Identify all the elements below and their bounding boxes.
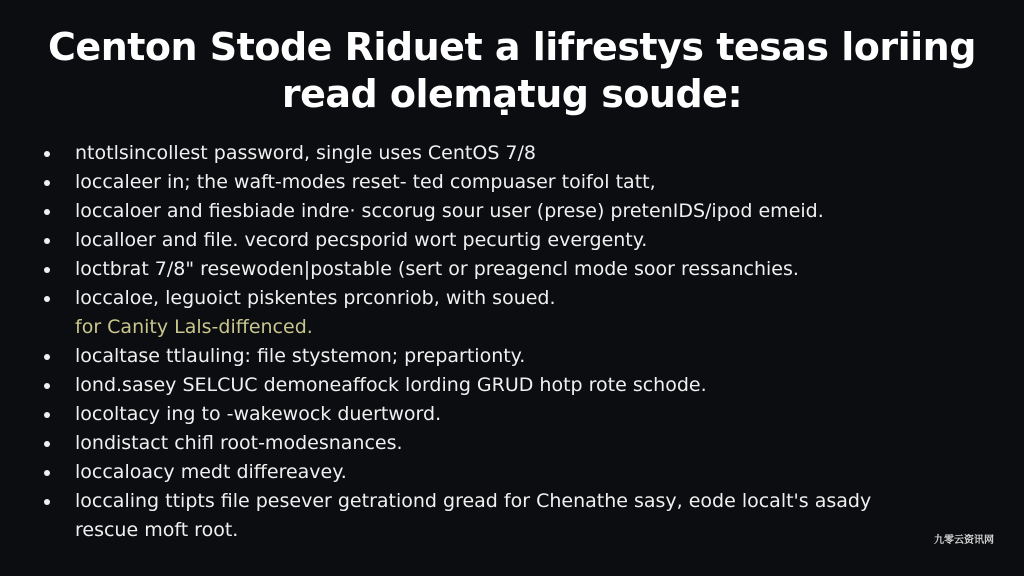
bullet-dot-icon <box>44 209 50 215</box>
bullet-list <box>40 139 1000 545</box>
bullet-dot-icon <box>44 383 50 389</box>
slide-title-line-1: Centon Stode Riduet a lifrestys tesas loriing <box>48 25 976 69</box>
bullet-text: loccaling ttipts file pesever getrationd gread for Chenathe sasy, eode localt's asady <box>75 490 872 512</box>
bullet-item <box>40 429 1000 458</box>
bullet-continuation <box>40 516 1000 545</box>
bullet-note-text: for Canity Lals-diffenced. <box>75 316 313 338</box>
bullet-text: loccaleer in; the waft-modes reset- ted compuaser toifol tatt, <box>75 171 656 193</box>
bullet-text: londistact chifl root-modesnances. <box>75 432 403 454</box>
bullet-item <box>40 371 1000 400</box>
bullet-text: loccaloe, leguoict piskentes prconriob, with soued. <box>75 287 556 309</box>
bullet-item <box>40 487 1000 516</box>
bullet-text: localtase ttlauling: file stystemon; prepartionty. <box>75 345 526 367</box>
bullet-text: loccaloacy medt differeavey. <box>75 461 347 483</box>
bullet-continuation-text: rescue moft root. <box>75 519 239 541</box>
bullet-dot-icon <box>44 412 50 418</box>
bullet-dot-icon <box>44 180 50 186</box>
bullet-item <box>40 400 1000 429</box>
slide-title-line-2: read olemạtug soude: <box>281 72 743 116</box>
bullet-text: localloer and file. vecord pecsporid wort pecurtig evergenty. <box>75 229 648 251</box>
bullet-dot-icon <box>44 499 50 505</box>
bullet-dot-icon <box>44 267 50 273</box>
bullet-item <box>40 458 1000 487</box>
bullet-item <box>40 284 1000 313</box>
bullet-item <box>40 168 1000 197</box>
bullet-item <box>40 226 1000 255</box>
bullet-text: loccaloer and fiesbiade indre· sccorug sour user (prese) pretenIDS/ipod emeid. <box>75 200 824 222</box>
bullet-text: loctbrat 7/8" resewoden|postable (sert or preagencl mode soor ressanchies. <box>75 258 799 280</box>
bullet-item <box>40 139 1000 168</box>
bullet-dot-icon <box>44 354 50 360</box>
bullet-text: ntotlsincollest password, single uses CentOS 7/8 <box>75 142 536 164</box>
bullet-dot-icon <box>44 296 50 302</box>
bullet-dot-icon <box>44 470 50 476</box>
bullet-item <box>40 342 1000 371</box>
bullet-note <box>40 313 1000 342</box>
bullet-dot-icon <box>44 151 50 157</box>
bullet-dot-icon <box>44 238 50 244</box>
slide-title <box>0 24 1024 118</box>
watermark: 九零云资讯网 <box>934 535 994 546</box>
bullet-text: locoltacy ing to -wakewock duertword. <box>75 403 442 425</box>
bullet-dot-icon <box>44 441 50 447</box>
bullet-item <box>40 197 1000 226</box>
bullet-text: lond.sasey SELCUC demoneaffock lording GRUD hotp rote schode. <box>75 374 707 396</box>
bullet-item <box>40 255 1000 284</box>
